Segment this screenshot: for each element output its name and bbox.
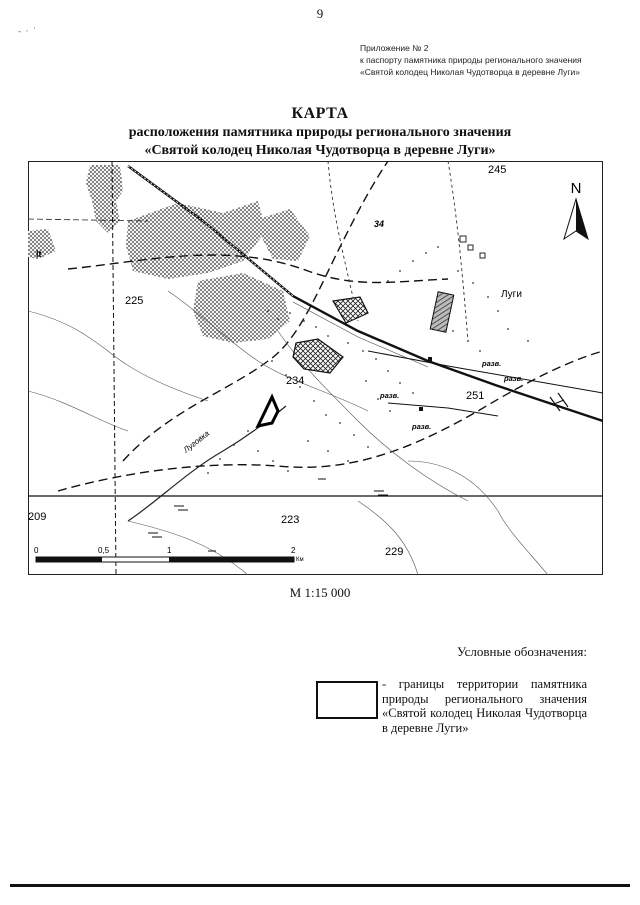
appendix-line-3: «Святой колодец Николая Чудотворца в деревне Луги» bbox=[360, 67, 580, 77]
razv-label-2: разв. bbox=[504, 374, 524, 383]
scale-bar bbox=[36, 557, 294, 562]
scale-two: 2 bbox=[291, 546, 296, 555]
scale-half: 0,5 bbox=[98, 546, 110, 555]
quarter-245: 245 bbox=[488, 164, 507, 176]
appendix-note bbox=[360, 42, 620, 78]
razv-label-1: разв. bbox=[482, 359, 502, 368]
river-label: Луговка bbox=[181, 428, 212, 455]
village-label: Луги bbox=[501, 289, 522, 300]
title-line-2: расположения памятника природы регионального значения bbox=[128, 125, 512, 140]
legend-boundary-text: - границы территории памятника природы регионального значения «Святой колодец Николая Чудотворца в деревне Луги» bbox=[382, 677, 587, 735]
quarter-229: 229 bbox=[385, 546, 404, 558]
razv-label-3: разв. bbox=[380, 391, 400, 400]
quarter-209: 209 bbox=[28, 511, 47, 523]
quarter-225: 225 bbox=[125, 295, 144, 307]
title-line-1: КАРТА bbox=[291, 105, 349, 122]
appendix-line-2: к паспорту памятника природы регионального значения bbox=[360, 55, 582, 65]
quarter-251: 251 bbox=[466, 390, 485, 402]
site-map bbox=[28, 161, 603, 575]
appendix-line-1: Приложение № 2 bbox=[360, 43, 429, 53]
map-svg bbox=[28, 161, 603, 575]
document-title bbox=[0, 104, 640, 160]
scale-unit: Км bbox=[296, 557, 304, 563]
legend-title: Условные обозначения: bbox=[456, 644, 587, 659]
scan-speck: - · ˙ bbox=[18, 26, 36, 36]
page-number: 9 bbox=[316, 6, 324, 21]
quarter-223: 223 bbox=[281, 514, 300, 526]
title-line-3: «Святой колодец Николая Чудотворца в деревне Луги» bbox=[144, 143, 496, 158]
footer-rule bbox=[10, 884, 630, 887]
scale-zero: 0 bbox=[34, 546, 39, 555]
map-scale: М 1:15 000 bbox=[289, 585, 351, 600]
legend-boundary-symbol bbox=[316, 681, 378, 719]
quarter-34: 34 bbox=[374, 219, 385, 229]
scale-one: 1 bbox=[167, 546, 172, 555]
left-marker: lt bbox=[36, 249, 42, 259]
quarter-234: 234 bbox=[286, 375, 305, 387]
north-label: N bbox=[570, 180, 582, 197]
razv-label-4: разв. bbox=[412, 422, 432, 431]
